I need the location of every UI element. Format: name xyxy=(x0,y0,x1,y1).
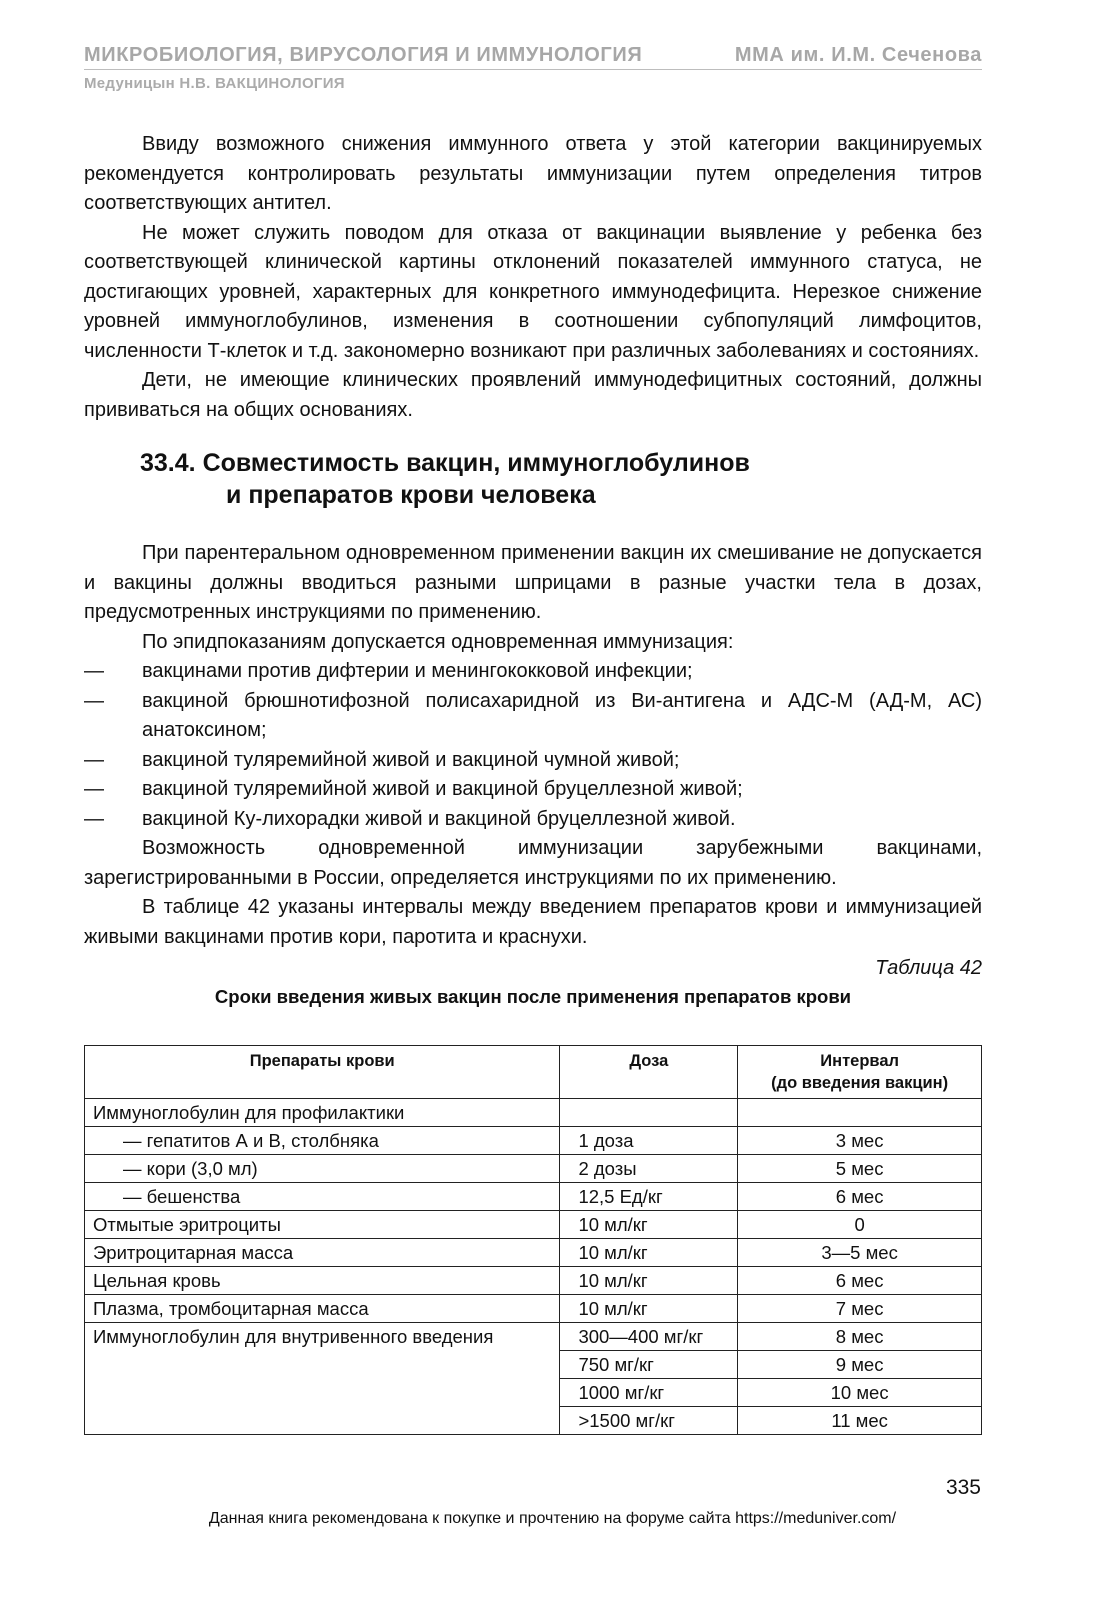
dash-bullet: — xyxy=(84,660,104,682)
page-number: 335 xyxy=(945,1476,981,1499)
table-cell: 1000 мг/кг xyxy=(560,1379,738,1407)
table-row xyxy=(85,1099,982,1127)
subject-title: МИКРОБИОЛОГИЯ, ВИРУСОЛОГИЯ И ИММУНОЛОГИЯ xyxy=(84,44,643,66)
blood-products-table xyxy=(84,1045,982,1435)
table-cell: 0 xyxy=(738,1211,982,1239)
table-cell: 12,5 Ед/кг xyxy=(560,1183,738,1211)
table-cell: Отмытые эритроциты xyxy=(85,1211,560,1239)
section-heading xyxy=(140,447,982,511)
table-row xyxy=(85,1267,982,1295)
table-row xyxy=(85,1183,982,1211)
table-cell: — бешенства xyxy=(85,1183,560,1211)
paragraph: При парентеральном одновременном применении вакцин их смешивание не допускается и вакцины должны вводиться разными шприцами в разные участки тела в дозах, предусмотренных инструкциями по применению. xyxy=(84,542,982,623)
table-cell: 11 мес xyxy=(738,1407,982,1435)
header-dose: Доза xyxy=(560,1046,738,1099)
list-item: — вакциной Ку-лихорадки живой и вакциной бруцеллезной живой. xyxy=(84,805,982,835)
table-cell: 10 мл/кг xyxy=(560,1211,738,1239)
table-cell: Плазма, тромбоцитарная масса xyxy=(85,1295,560,1323)
footer-note: Данная книга рекомендована к покупке и прочтению на форуме сайта https://meduniver.com/ xyxy=(208,1510,897,1527)
table-cell: 5 мес xyxy=(738,1155,982,1183)
table-row xyxy=(85,1323,982,1351)
dash-bullet: — xyxy=(84,748,104,771)
section-number: 33.4. xyxy=(140,449,196,477)
vaccine-combination-list xyxy=(84,657,982,834)
table-cell: Иммуноглобулин для профилактики xyxy=(85,1099,560,1127)
running-head xyxy=(84,44,982,92)
table-cell: 3 мес xyxy=(738,1127,982,1155)
table-row xyxy=(85,1295,982,1323)
table-row xyxy=(85,1127,982,1155)
page-body xyxy=(84,130,982,1010)
table-cell: Иммуноглобулин для внутривенного введения xyxy=(85,1323,560,1435)
paragraph: Ввиду возможного снижения иммунного ответа у этой категории вакцинируемых рекомендуется контролировать результаты иммунизации путем определения титров соответствующих антител. xyxy=(84,133,982,214)
paragraph: Дети, не имеющие клинических проявлений иммунодефицитных состояний, должны прививаться на общих основаниях. xyxy=(84,369,982,421)
table-cell: — гепатитов А и В, столбняка xyxy=(85,1127,560,1155)
running-head-line xyxy=(84,44,982,70)
table-cell: 10 мл/кг xyxy=(560,1295,738,1323)
table-title: Сроки введения живых вакцин после применения препаратов крови xyxy=(214,985,852,1007)
paragraph: Не может служить поводом для отказа от вакцинации выявление у ребенка без соответствующей клинической картины отклонений показателей иммунного статуса, не достигающих уровней, характерных для конкретного иммунодефицита. Нерезкое снижение уровней иммуноглобулинов, изменения в соотношении субпопуляций лимфоцитов, численности Т-клеток и т.д. закономерно возникают при различных заболеваниях и состояниях. xyxy=(84,221,982,362)
table-header-row xyxy=(85,1046,982,1099)
list-item: — вакцинами против дифтерии и менингококковой инфекции; xyxy=(84,657,982,687)
paragraph: Возможность одновременной иммунизации зарубежными вакцинами, зарегистрированными в России, определяется инструкциями по их применению. xyxy=(84,837,982,889)
table-caption: Таблица 42 xyxy=(875,957,982,979)
table-row xyxy=(85,1211,982,1239)
header-interval: Интервал (до введения вакцин) xyxy=(738,1046,982,1099)
table-row xyxy=(85,1155,982,1183)
paragraph: В таблице 42 указаны интервалы между введением препаратов крови и иммунизацией живыми вакцинами против кори, паротита и краснухи. xyxy=(84,896,982,948)
dash-bullet: — xyxy=(84,689,104,712)
institution-name: ММА им. И.М. Сеченова xyxy=(734,44,982,66)
table-cell: Эритроцитарная масса xyxy=(85,1239,560,1267)
table-cell: 9 мес xyxy=(738,1351,982,1379)
table-cell xyxy=(738,1099,982,1127)
table-cell: Цельная кровь xyxy=(85,1267,560,1295)
table-cell: 7 мес xyxy=(738,1295,982,1323)
paragraph: По эпидпоказаниям допускается одновременная иммунизация: xyxy=(142,630,734,653)
table-cell: 10 мл/кг xyxy=(560,1239,738,1267)
author-book-title: Медуницын Н.В. ВАКЦИНОЛОГИЯ xyxy=(84,75,345,92)
table-cell: 2 дозы xyxy=(560,1155,738,1183)
table-cell: >1500 мг/кг xyxy=(560,1407,738,1435)
table-cell: 1 доза xyxy=(560,1127,738,1155)
table-cell: 10 мл/кг xyxy=(560,1267,738,1295)
table-cell: 300—400 мг/кг xyxy=(560,1323,738,1351)
table-cell xyxy=(560,1099,738,1127)
table-cell: 8 мес xyxy=(738,1323,982,1351)
table-cell: 6 мес xyxy=(738,1183,982,1211)
table-cell: 750 мг/кг xyxy=(560,1351,738,1379)
table-cell: 6 мес xyxy=(738,1267,982,1295)
section-title-line2: и препаратов крови человека xyxy=(226,481,596,509)
section-title-line1: Совместимость вакцин, иммуноглобулинов xyxy=(202,449,750,477)
table-cell: 10 мес xyxy=(738,1379,982,1407)
dash-bullet: — xyxy=(84,807,104,830)
list-item: — вакциной туляремийной живой и вакциной чумной живой; xyxy=(84,746,982,776)
list-item: — вакциной туляремийной живой и вакциной бруцеллезной живой; xyxy=(84,775,982,805)
table-row xyxy=(85,1239,982,1267)
list-item: — вакциной брюшнотифозной полисахаридной из Ви-антигена и АДС-М (АД-М, АС) анатоксином; xyxy=(84,687,982,746)
dash-bullet: — xyxy=(84,778,104,800)
table-cell: — кори (3,0 мл) xyxy=(85,1155,560,1183)
table-cell: 3—5 мес xyxy=(738,1239,982,1267)
header-blood-products: Препараты крови xyxy=(85,1046,560,1099)
